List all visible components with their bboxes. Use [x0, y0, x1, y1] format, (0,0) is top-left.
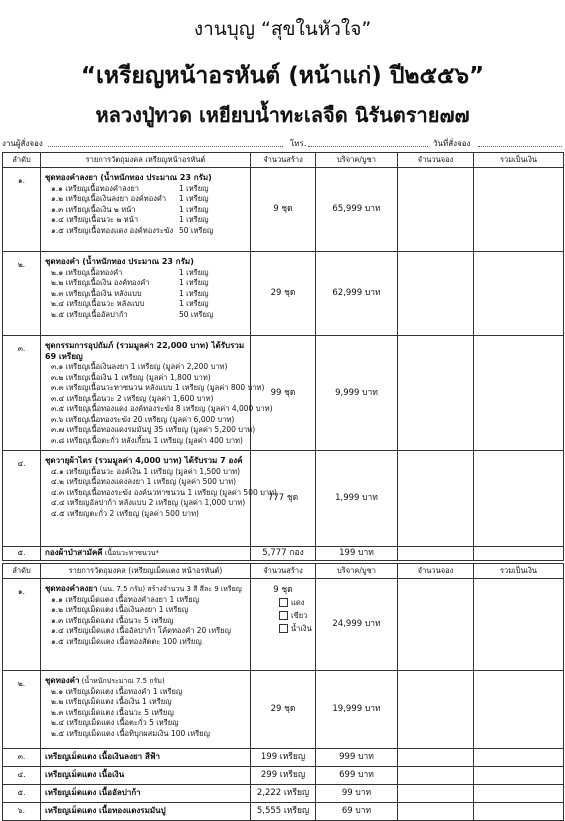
item-title: ชุดทองคำ (น้ำหนักทอง ประมาณ 23 กรัม): [45, 257, 194, 266]
booking-quantity-cell[interactable]: [398, 547, 474, 561]
item-title: ชุดทองคำลงยา (น้ำหนักทอง ประมาณ 23 กรัม): [45, 173, 212, 182]
sub-item: ๒.๓ เหรียญเม็ดแตง เนื้อนวะ 5 เหรียญ: [51, 707, 174, 717]
sub-item: ๓.๑ เหรียญเนื้อเงินลงยา 1 เหรียญ (มูลค่า 2,200 บาท): [51, 362, 228, 371]
quantity-cell: [251, 168, 316, 252]
order-table-2: [2, 563, 564, 821]
item-cell: [41, 579, 251, 671]
quantity-value: 5,777 กอง: [262, 548, 304, 559]
row-number: ๑.: [3, 168, 41, 252]
total-cell[interactable]: [474, 767, 564, 785]
color-option[interactable]: [251, 609, 315, 622]
sub-item: ๓.๓ เหรียญเนื้อนวะทาซนวน หลังแบบ 1 เหรียญ (มูลค่า 800 บาท): [51, 383, 265, 392]
color-option-label: แดง: [291, 597, 305, 607]
price-cell: 62,999 บาท: [316, 252, 398, 336]
order-table-1: [2, 152, 564, 561]
sub-item: ๒.๕ เหรียญเม็ดแตง เนื้อทิบุกผสมเงิน 100 เหรียญ: [51, 728, 210, 738]
column-header: จำนวนสร้าง: [251, 564, 316, 579]
item-title: ชุดวายุผ้าไตร (รวมมูลค่า 4,000 บาท) ได้รับรวม 7 องค์: [45, 456, 243, 465]
table-row: [3, 671, 564, 749]
row-number: ๕.: [3, 547, 41, 561]
sub-item: ๑.๔ เหรียญเม็ดแตง เนื้ออัลปาก้า โค้ดทองคำ 20 เหรียญ: [51, 626, 231, 635]
sub-item-quantity: 1 เหรียญ: [179, 267, 209, 277]
column-header: รายการวัตถุมงคล เหรียญหน้าอรหันต์: [41, 153, 251, 168]
checkbox[interactable]: [279, 598, 288, 607]
sub-item-quantity: 1 เหรียญ: [179, 204, 209, 214]
table-header-row: [3, 153, 564, 168]
table-row: [3, 803, 564, 821]
quantity-value: 299 เหรียญ: [260, 770, 306, 781]
item-cell: [41, 252, 251, 336]
sub-item: ๑.๒ เหรียญเม็ดแตง เนื้อเงินลงยา 1 เหรียญ: [51, 605, 189, 614]
quantity-cell: [251, 671, 316, 749]
quantity-cell: [251, 336, 316, 451]
sub-item: ๓.๗ เหรียญเนื้อทองแดงรมมันปู 35 เหรียญ (มูลค่า 5,200 บาท): [51, 425, 256, 434]
sub-item: ๒.๕ เหรียญเนื้ออัลปาก้า 50 เหรียญ: [51, 309, 214, 319]
item-cell: [41, 451, 277, 547]
sub-item: ๓.๘ เหรียญเนื้อตะกั่ว หลังเกี้ยน 1 เหรียญ (มูลค่า 400 บาท): [51, 435, 243, 445]
quantity-value: 99 ชุด: [270, 387, 296, 398]
price-cell: 19,999 บาท: [316, 671, 398, 749]
item-cell: [41, 749, 251, 767]
table-row: [3, 336, 564, 451]
item-title: ชุดกรรมการอุปถัมภ์ (รวมมูลค่า 22,000 บาท) ได้รับรวม 69 เหรียญ: [45, 341, 245, 361]
table-row: [3, 767, 564, 785]
name-field[interactable]: [48, 146, 283, 147]
table-row: [3, 547, 564, 561]
item-title: เหรียญเม็ดแตง เนื้ออัลปาก้า: [45, 788, 141, 798]
sub-item: ๒.๒ เหรียญเนื้อเงิน องค์ทองคำ 1 เหรียญ: [51, 278, 209, 287]
row-number: ๔.: [3, 767, 41, 785]
quantity-value: 29 ชุด: [270, 288, 296, 299]
row-number: ๓.: [3, 336, 41, 451]
sub-item: ๑.๔ เหรียญเนื้อนวะ ๒ หน้า 1 เหรียญ: [51, 215, 209, 224]
quantity-value: 5,555 เหรียญ: [256, 806, 310, 817]
phone-field[interactable]: [308, 146, 428, 147]
column-header: จำนวนสร้าง: [251, 153, 316, 168]
sub-item: ๔.๑ เหรียญเนื้อนวะ องค์เงิน 1 เหรียญ (มูลค่า 1,500 บาท): [51, 466, 241, 476]
price-cell: 65,999 บาท: [316, 168, 398, 252]
column-header: บริจาค/บูชา: [316, 564, 398, 579]
row-number: ๒.: [3, 252, 41, 336]
column-header: จำนวนจอง: [398, 564, 474, 579]
sub-item: ๒.๑ เหรียญเม็ดแตง เนื้อทองคำ 1 เหรียญ: [51, 686, 183, 696]
row-number: ๒.: [3, 671, 41, 749]
column-header: รวมเป็นเงิน: [474, 153, 564, 168]
row-number: ๔.: [3, 451, 41, 547]
total-cell[interactable]: [474, 451, 564, 547]
sub-item-quantity: 1 เหรียญ: [179, 183, 209, 193]
sub-item: ๒.๔ เหรียญเนื้อนวะ หลังแบบ 1 เหรียญ: [51, 299, 209, 308]
sub-item: ๓.๒ เหรียญเนื้อเงิน 1 เหรียญ (มูลค่า 1,800 บาท): [51, 372, 211, 382]
quantity-value: 9 ชุด: [273, 204, 293, 215]
quantity-cell: [251, 749, 316, 767]
sub-item: ๔.๕ เหรียญตะกั่ว 2 เหรียญ (มูลค่า 500 บาท): [51, 508, 199, 518]
total-cell[interactable]: [474, 168, 564, 252]
sub-item: ๑.๓ เหรียญเนื้อเงิน ๒ หน้า 1 เหรียญ: [51, 204, 209, 214]
quantity-value: 2,222 เหรียญ: [256, 788, 310, 799]
sub-item: ๔.๒ เหรียญเนื้อทองแดงลงยา 1 เหรียญ (มูลค่า 500 บาท): [51, 477, 237, 486]
table-row: [3, 749, 564, 767]
booking-quantity-cell[interactable]: [398, 579, 474, 671]
sub-item: ๒.๒ เหรียญเม็ดแตง เนื้อเงิน 1 เหรียญ: [51, 697, 172, 706]
checkbox[interactable]: [279, 624, 288, 633]
item-title: ชุดทองคำลงยา (นน. 7.5 กรัม) สร้างจำนวน 3 สี สีละ 9 เหรียญ: [45, 584, 242, 593]
checkbox[interactable]: [279, 611, 288, 620]
sub-item: ๒.๑ เหรียญเนื้อทองคำ 1 เหรียญ: [51, 267, 209, 277]
sub-item: ๓.๔ เหรียญเนื้อนวะ 2 เหรียญ (มูลค่า 1,600 บาท): [51, 393, 214, 403]
sub-item: ๔.๓ เหรียญเนื้อทองระฆัง องค์นวทาซนวน 1 เหรียญ (มูลค่า 500 บาท): [51, 487, 277, 497]
total-cell[interactable]: [474, 336, 564, 451]
row-number: ๑.: [3, 579, 41, 671]
price-cell: 1,999 บาท: [316, 451, 398, 547]
quantity-cell: [251, 451, 316, 547]
table-row: [3, 168, 564, 252]
sub-item: ๑.๑ เหรียญเนื้อทองคำลงยา 1 เหรียญ: [51, 183, 209, 193]
column-header: ลำดับ: [3, 564, 41, 579]
price-cell: 24,999 บาท: [316, 579, 398, 671]
sub-item-quantity: 50 เหรียญ: [179, 225, 214, 235]
event-title: งานบุญ “สุขในหัวใจ”: [193, 18, 372, 40]
item-cell: [41, 168, 251, 252]
sub-item: ๑.๑ เหรียญเม็ดแตง เนื้อทองคำลงยา 1 เหรียญ: [51, 594, 199, 604]
item-title: เหรียญเม็ดแตง เนื้อเงิน: [45, 770, 125, 780]
price-cell: 999 บาท: [316, 749, 398, 767]
item-cell: [41, 671, 251, 749]
sub-item: ๔.๔ เหรียญอัลปาก้า หลังแบบ 2 เหรียญ (มูลค่า 1,000 บาท): [51, 498, 246, 507]
date-field[interactable]: [478, 146, 562, 147]
medal-title: “เหรียญหน้าอรหันต์ (หน้าแก่) ปี๒๕๕๖”: [80, 63, 485, 89]
table-row: [3, 451, 564, 547]
column-header: รายการวัตถุมงคล (เหรียญเม็ดแตง หน้าอรหันต์): [41, 564, 251, 579]
item-title: กองผ้าป่าสามัคคี เนื้อนวะทาซนวน*: [45, 548, 160, 558]
quantity-cell: [251, 252, 316, 336]
total-cell[interactable]: [474, 252, 564, 336]
total-cell[interactable]: [474, 749, 564, 767]
column-header: ลำดับ: [3, 153, 41, 168]
booking-quantity-cell[interactable]: [398, 168, 474, 252]
sub-item: ๑.๕ เหรียญเม็ดแตง เนื้อทองสัตตะ 100 เหรียญ: [51, 636, 202, 646]
booking-quantity-cell[interactable]: [398, 767, 474, 785]
booking-quantity-cell[interactable]: [398, 451, 474, 547]
price-cell: 99 บาท: [316, 785, 398, 803]
item-cell: [41, 767, 251, 785]
color-option[interactable]: [251, 596, 315, 609]
sub-item-quantity: 1 เหรียญ: [179, 299, 209, 308]
sub-item-quantity: 1 เหรียญ: [179, 215, 209, 224]
booking-quantity-cell[interactable]: [398, 336, 474, 451]
price-cell: 699 บาท: [316, 767, 398, 785]
row-number: ๕.: [3, 785, 41, 803]
color-option[interactable]: [251, 622, 315, 635]
table-row: [3, 252, 564, 336]
column-header: รวมเป็นเงิน: [474, 564, 564, 579]
sub-item: ๒.๔ เหรียญเม็ดแตง เนื้อตะกั่ว 5 เหรียญ: [51, 718, 179, 727]
sub-item: ๒.๓ เหรียญเนื้อเงิน หลังแบบ 1 เหรียญ: [51, 288, 209, 298]
price-cell: 9,999 บาท: [316, 336, 398, 451]
item-title: ชุดทองคำ (น้ำหนักประมาณ 7.5 กรัม): [45, 676, 165, 685]
item-note: เนื้อนวะทาซนวน*: [102, 549, 160, 558]
quantity-cell: [251, 579, 316, 671]
sub-item: ๑.๒ เหรียญเนื้อเงินลงยา องค์ทองคำ 1 เหรียญ: [51, 194, 209, 203]
name-label: งานผู้สั่งจอง: [2, 139, 43, 148]
price-cell: 69 บาท: [316, 803, 398, 821]
total-cell[interactable]: [474, 547, 564, 561]
monk-title: หลวงปู่ทวด เหยียบน้ำทะเลจืด นิรันตราย๗๗: [95, 103, 470, 127]
quantity-cell: [251, 803, 316, 821]
quantity-value: 29 ชุด: [270, 704, 296, 715]
total-cell[interactable]: [474, 803, 564, 821]
order-form-row: [0, 137, 565, 149]
color-option-label: เขียว: [291, 610, 308, 620]
item-cell: [41, 336, 273, 451]
total-cell[interactable]: [474, 579, 564, 671]
quantity-value: 199 เหรียญ: [260, 752, 306, 763]
quantity-value: 9 ชุด: [273, 585, 293, 595]
sub-item-quantity: 50 เหรียญ: [179, 309, 214, 319]
date-label: วันที่สั่งจอง: [433, 139, 471, 148]
item-note: (นน. 7.5 กรัม) สร้างจำนวน 3 สี สีละ 9 เหรียญ: [97, 585, 242, 593]
item-cell: [41, 547, 251, 561]
booking-quantity-cell[interactable]: [398, 749, 474, 767]
sub-item-quantity: 1 เหรียญ: [179, 278, 209, 287]
item-title: เหรียญเม็ดแตง เนื้อเงินลงยา สีฟ้า: [45, 752, 160, 762]
quantity-cell: [251, 547, 316, 561]
column-header: จำนวนจอง: [398, 153, 474, 168]
booking-quantity-cell[interactable]: [398, 671, 474, 749]
quantity-cell: [251, 767, 316, 785]
column-header: บริจาค/บูชา: [316, 153, 398, 168]
sub-item: ๓.๕ เหรียญเนื้อทองแดง องค์ทองระฆัง 8 เหรียญ (มูลค่า 4,000 บาท): [51, 404, 273, 413]
booking-quantity-cell[interactable]: [398, 252, 474, 336]
phone-label: โทร.: [290, 139, 307, 148]
item-cell: [41, 803, 251, 821]
quantity-value: 777 ชุด: [267, 493, 299, 504]
sub-item: ๓.๖ เหรียญเนื้อทองระฆัง 20 เหรียญ (มูลค่า 6,000 บาท): [51, 414, 235, 424]
row-number: ๖.: [3, 803, 41, 821]
table-header-row: [3, 564, 564, 579]
item-note: (น้ำหนักประมาณ 7.5 กรัม): [79, 677, 165, 685]
total-cell[interactable]: [474, 671, 564, 749]
sub-item-quantity: 1 เหรียญ: [179, 194, 209, 203]
table-row: [3, 579, 564, 671]
booking-quantity-cell[interactable]: [398, 803, 474, 821]
sub-item-quantity: 1 เหรียญ: [179, 288, 209, 298]
row-number: ๓.: [3, 749, 41, 767]
color-option-label: น้ำเงิน: [291, 623, 312, 633]
sub-item: ๑.๕ เหรียญเนื้อทองแดง องค์ทองระฆัง 50 เหรียญ: [51, 225, 214, 235]
item-title: เหรียญเม็ดแตง เนื้อทองแดงรมมันปู: [45, 806, 166, 816]
sub-item: ๑.๓ เหรียญเม็ดแตง เนื้อนวะ 5 เหรียญ: [51, 615, 174, 625]
price-cell: 199 บาท: [316, 547, 398, 561]
